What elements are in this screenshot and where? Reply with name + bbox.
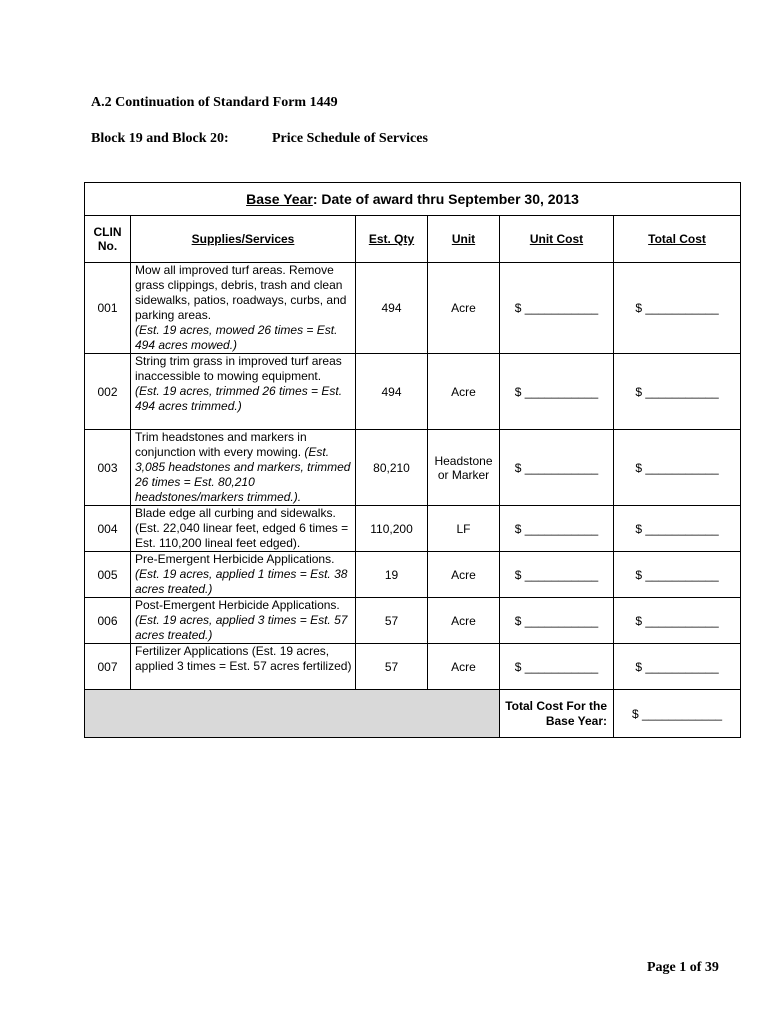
clin-cell: 002 <box>85 354 131 430</box>
total-cost-field[interactable]: $ ___________ <box>614 598 741 644</box>
unit-cost-field[interactable]: $ ___________ <box>500 430 614 506</box>
estimate-note: (Est. 19 acres, applied 3 times = Est. 57 acres treated.) <box>135 613 348 642</box>
table-row <box>85 552 741 598</box>
description-cell <box>131 644 356 690</box>
section-title: A.2 Continuation of Standard Form 1449 <box>91 95 338 110</box>
banner-prefix: Base Year <box>246 191 313 207</box>
banner-suffix: : Date of award thru September 30, 2013 <box>312 191 579 207</box>
qty-cell: 110,200 <box>356 506 428 552</box>
description: Blade edge all curbing and sidewalks. (Est. 22,040 linear feet, edged 6 times = Est. 110,200 lineal feet edged). <box>135 506 349 550</box>
unit-cell: Acre <box>428 644 500 690</box>
col-clin <box>85 216 131 263</box>
base-year-banner <box>85 183 741 216</box>
clin-cell: 006 <box>85 598 131 644</box>
unit-cell: Acre <box>428 552 500 598</box>
unit-line1: Headstone <box>434 453 493 468</box>
table-row <box>85 430 741 506</box>
col-clin-line2: No. <box>97 239 118 253</box>
unit-cell: LF <box>428 506 500 552</box>
description: Post-Emergent Herbicide Applications. <box>135 598 340 612</box>
description: Mow all improved turf areas. Remove grass clippings, debris, trash and clean sidewalks, patios, roadways, curbs, and parking areas. <box>135 263 347 322</box>
qty-cell: 494 <box>356 263 428 354</box>
qty-cell: 80,210 <box>356 430 428 506</box>
unit-cell: Acre <box>428 263 500 354</box>
estimate-note: (Est. 19 acres, mowed 26 times = Est. 494 acres mowed.) <box>135 323 338 352</box>
total-cost-field[interactable]: $ ___________ <box>614 430 741 506</box>
clin-cell: 004 <box>85 506 131 552</box>
total-cost-field[interactable]: $ ___________ <box>614 506 741 552</box>
description-cell <box>131 598 356 644</box>
price-schedule-table <box>84 182 741 738</box>
total-cost-field[interactable]: $ ___________ <box>614 354 741 430</box>
description: Fertilizer Applications (Est. 19 acres, applied 3 times = Est. 57 acres fertilized) <box>135 644 352 673</box>
banner-row <box>85 183 741 216</box>
unit-cost-field[interactable]: $ ___________ <box>500 263 614 354</box>
col-services: Supplies/Services <box>131 216 356 263</box>
description: String trim grass in improved turf areas inaccessible to mowing equipment. <box>135 354 342 383</box>
unit-cell: Acre <box>428 598 500 644</box>
qty-cell: 494 <box>356 354 428 430</box>
description-cell <box>131 552 356 598</box>
block-label: Block 19 and Block 20: <box>91 131 229 146</box>
page-number: Page 1 of 39 <box>647 960 719 975</box>
unit-cost-field[interactable]: $ ___________ <box>500 598 614 644</box>
header-row <box>85 216 741 263</box>
col-unit-cost: Unit Cost <box>500 216 614 263</box>
table-row <box>85 598 741 644</box>
col-qty: Est. Qty <box>356 216 428 263</box>
description-cell <box>131 354 356 430</box>
total-label-line2: Base Year: <box>545 713 607 728</box>
shaded-cell <box>85 690 500 738</box>
unit-cost-field[interactable]: $ ___________ <box>500 552 614 598</box>
clin-cell: 003 <box>85 430 131 506</box>
description-cell <box>131 263 356 354</box>
total-label-line1: Total Cost For the <box>505 698 607 713</box>
qty-cell: 57 <box>356 644 428 690</box>
estimate-note: (Est. 3,085 headstones and markers, trimmed 26 times = Est. 80,210 headstones/markers trimmed.). <box>135 445 351 504</box>
schedule-title: Price Schedule of Services <box>272 131 428 146</box>
qty-cell: 57 <box>356 598 428 644</box>
description-cell <box>131 430 356 506</box>
total-row <box>85 690 741 738</box>
table-row <box>85 263 741 354</box>
estimate-note: (Est. 19 acres, applied 1 times = Est. 38 acres treated.) <box>135 567 348 596</box>
unit-cost-field[interactable]: $ ___________ <box>500 644 614 690</box>
col-clin-line1: CLIN <box>93 225 122 239</box>
unit-cell <box>428 430 500 506</box>
description: Trim headstones and markers in conjunction with every mowing. <box>135 430 307 459</box>
unit-cost-field[interactable]: $ ___________ <box>500 354 614 430</box>
estimate-note: (Est. 19 acres, trimmed 26 times = Est. 494 acres trimmed.) <box>135 384 343 413</box>
description: Pre-Emergent Herbicide Applications. <box>135 552 335 566</box>
clin-cell: 007 <box>85 644 131 690</box>
unit-cost-field[interactable]: $ ___________ <box>500 506 614 552</box>
base-year-total-field[interactable]: $ ____________ <box>614 690 741 738</box>
col-total-cost: Total Cost <box>614 216 741 263</box>
col-unit: Unit <box>428 216 500 263</box>
table-row <box>85 506 741 552</box>
total-label <box>500 690 614 738</box>
description-cell <box>131 506 356 552</box>
clin-cell: 005 <box>85 552 131 598</box>
total-cost-field[interactable]: $ ___________ <box>614 263 741 354</box>
table-row <box>85 354 741 430</box>
clin-cell: 001 <box>85 263 131 354</box>
unit-line2: or Marker <box>437 467 490 482</box>
total-cost-field[interactable]: $ ___________ <box>614 644 741 690</box>
table-row <box>85 644 741 690</box>
unit-cell: Acre <box>428 354 500 430</box>
total-cost-field[interactable]: $ ___________ <box>614 552 741 598</box>
qty-cell: 19 <box>356 552 428 598</box>
